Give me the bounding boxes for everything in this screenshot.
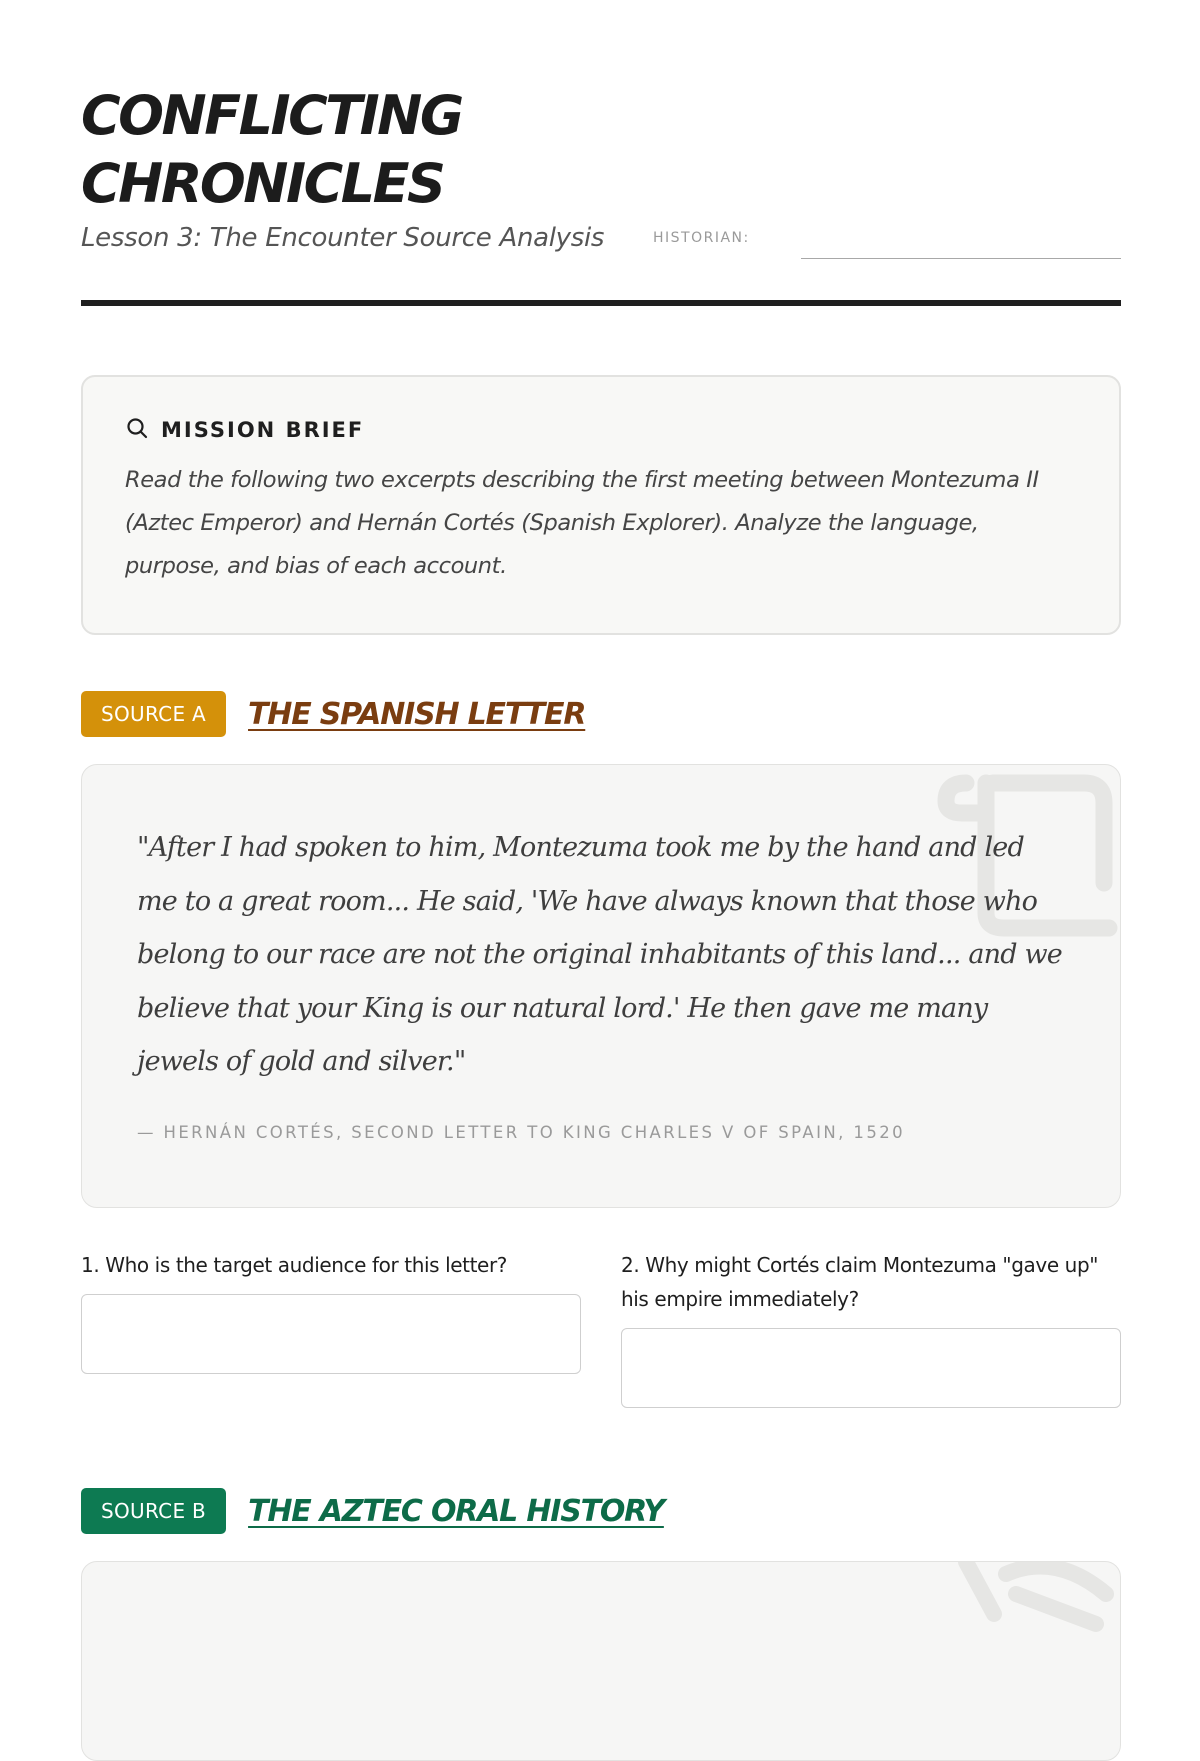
subtitle-row — [81, 218, 1121, 264]
question-1 — [81, 1248, 581, 1374]
historian-label: HISTORIAN: — [653, 230, 750, 246]
source-a-quote-card — [81, 764, 1121, 1208]
source-b-heading — [81, 1487, 664, 1535]
header-divider — [81, 300, 1121, 306]
mission-brief-title: MISSION BRIEF — [161, 418, 365, 442]
source-a-badge: SOURCE A — [81, 691, 226, 737]
mission-brief-text: Read the following two excerpts describing the first meeting between Montezuma II (Aztec Emperor) and Hernán Cortés (Spanish Explorer). Analyze the language, purpose, and bias of each account. — [125, 467, 1039, 579]
source-a-title: THE SPANISH LETTER — [248, 696, 586, 732]
lesson-subtitle: Lesson 3: The Encounter Source Analysis — [81, 223, 605, 253]
title-line-2: CHRONICLES — [81, 152, 444, 215]
source-a-heading — [81, 690, 585, 738]
question-2 — [621, 1248, 1121, 1408]
source-b-title: THE AZTEC ORAL HISTORY — [248, 1493, 664, 1529]
question-1-answer-input[interactable] — [81, 1294, 581, 1374]
page-title — [81, 82, 681, 218]
question-2-answer-input[interactable] — [621, 1328, 1121, 1408]
source-a-citation: — HERNÁN CORTÉS, SECOND LETTER TO KING CHARLES V OF SPAIN, 1520 — [137, 1122, 906, 1142]
source-b-quote-card — [81, 1561, 1121, 1761]
question-1-label: 1. Who is the target audience for this letter? — [81, 1253, 507, 1277]
source-b-badge: SOURCE B — [81, 1488, 226, 1534]
historian-name-input[interactable] — [801, 218, 1121, 259]
question-2-label: 2. Why might Cortés claim Montezuma "gave up" his empire immediately? — [621, 1253, 1099, 1311]
source-a-quote: "After I had spoken to him, Montezuma took me by the hand and led me to a great room... He said, 'We have always known that those who belong to our race are not the original inhabitants of this land... and we believe that your King is our natural lord.' He then gave me many jewels of gold and silver." — [137, 832, 1062, 1077]
mission-brief-header — [125, 415, 1077, 445]
mission-brief-card — [81, 375, 1121, 635]
search-icon — [125, 416, 149, 444]
title-line-1: CONFLICTING — [81, 84, 462, 147]
